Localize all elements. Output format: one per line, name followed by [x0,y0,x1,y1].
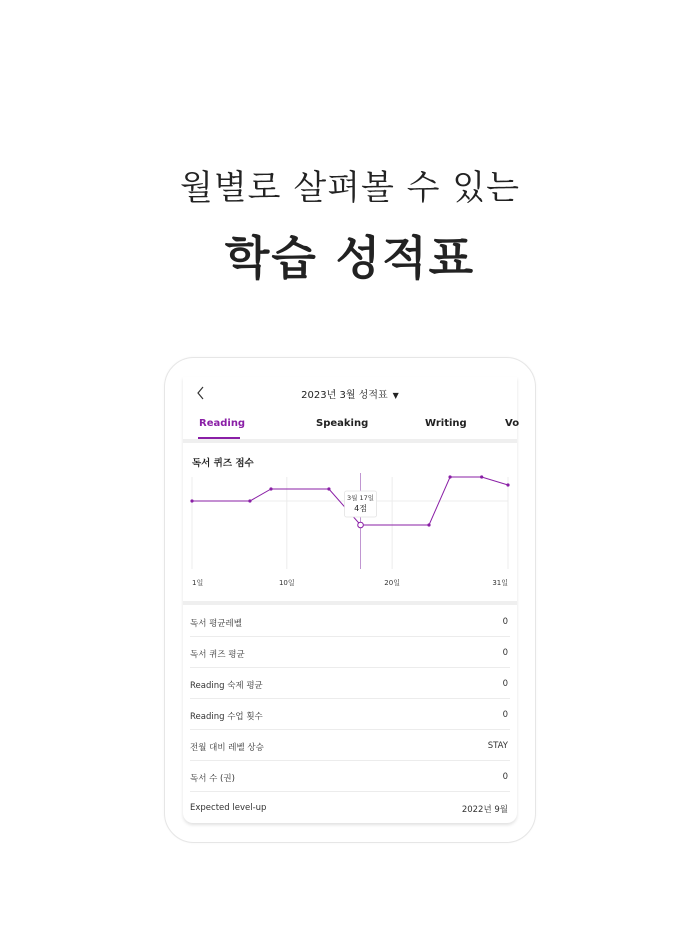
data-point [506,483,509,486]
x-tick-label: 31일 [492,579,508,587]
top-bar [183,377,517,409]
data-point [448,475,451,478]
stat-row [190,761,510,792]
data-point [327,487,330,490]
stat-label: 독서 퀴즈 평균 [190,650,245,660]
stat-value: 0 [502,648,508,658]
data-point [269,487,272,490]
stat-row [190,637,510,668]
section-title: 독서 퀴즈 점수 [192,458,254,469]
stat-row [190,699,510,730]
headline-subtitle: 월별로 살펴볼 수 있는 [179,168,521,208]
stat-row [190,792,510,823]
tooltip-date: 3월 17일 [347,494,375,502]
caret-down-icon: ▼ [392,391,399,400]
tab-vocabulary[interactable]: Vo [505,418,520,429]
highlight-point [358,522,364,528]
headline-title: 학습 성적표 [224,231,476,285]
x-tick-label: 1일 [192,579,204,587]
tab-reading[interactable]: Reading [199,418,246,429]
stats-list [183,606,517,823]
data-point [427,523,430,526]
data-point [248,499,251,502]
tab-bar [183,413,520,439]
data-point [480,475,483,478]
month-selector[interactable] [183,386,517,401]
stat-value: 0 [502,617,508,627]
tab-speaking[interactable]: Speaking [316,418,369,429]
stat-value: 2022년 9월 [461,805,508,815]
stat-label: Reading 숙제 평균 [190,681,263,691]
data-point [190,499,193,502]
stat-label: 독서 수 (권) [190,774,235,784]
stat-label: Expected level-up [190,803,267,813]
stat-row [190,668,510,699]
tab-writing[interactable]: Writing [425,418,467,429]
report-title: 2023년 3월 성적표 [301,390,388,401]
x-tick-label: 20일 [384,579,400,587]
stat-value: 0 [502,710,508,720]
app-screen [183,377,520,823]
stat-value: 0 [502,772,508,782]
stat-label: 독서 평균레벨 [190,619,242,629]
quiz-score-chart [183,473,517,593]
stat-label: Reading 수업 횟수 [190,712,263,722]
stat-value: STAY [487,741,508,751]
divider [183,601,517,605]
stat-row [190,730,510,761]
divider [183,439,517,443]
stat-row [190,606,510,637]
stat-value: 0 [502,679,508,689]
x-tick-label: 10일 [278,579,295,587]
stat-label: 전월 대비 레벨 상승 [190,743,264,753]
tooltip-value: 4점 [354,504,367,513]
